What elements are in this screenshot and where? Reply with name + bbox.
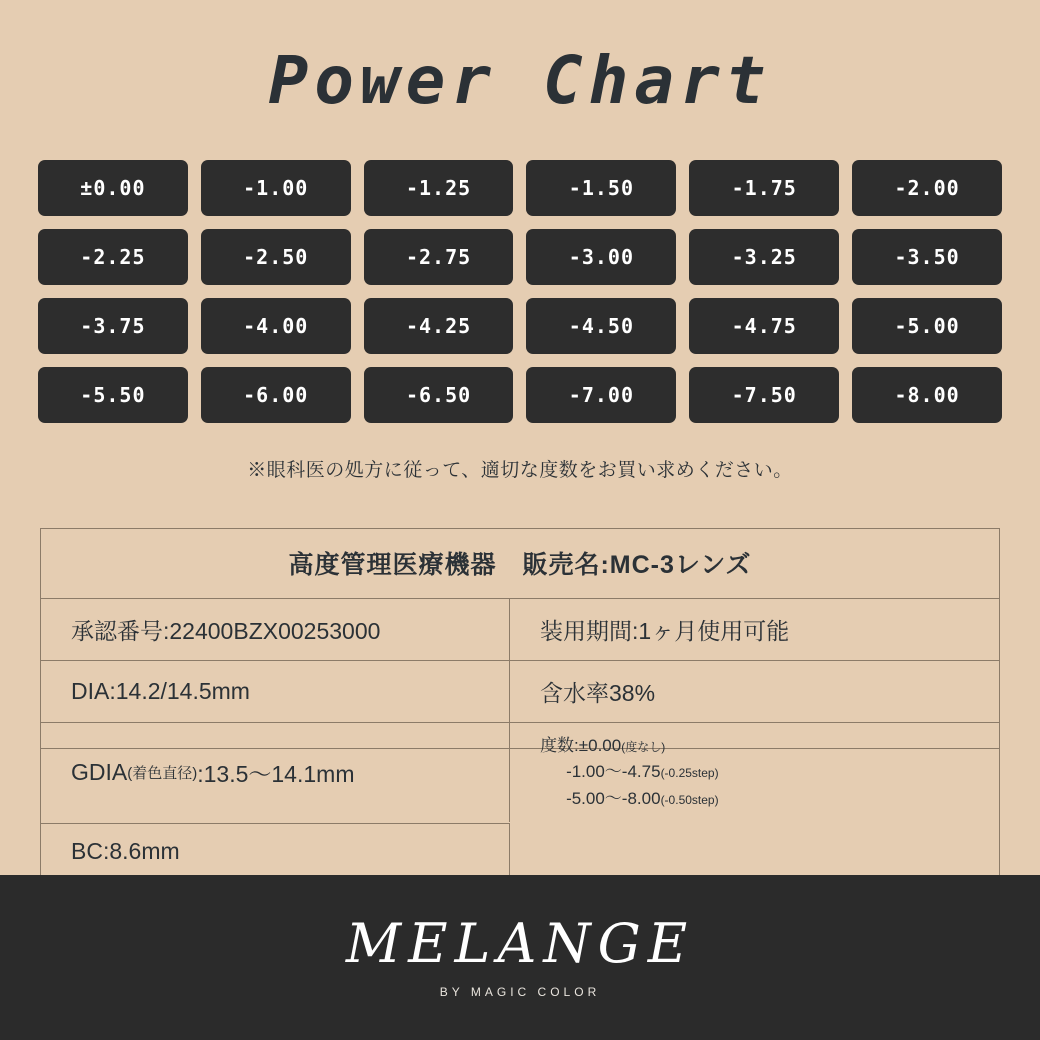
- power-chip: -8.00: [852, 367, 1002, 423]
- power-chip: -1.50: [526, 160, 676, 216]
- brand-footer: [0, 875, 1040, 1040]
- power-chip: -4.50: [526, 298, 676, 354]
- gdia-number: :13.5〜14.1mm: [197, 761, 355, 788]
- water-content: 含水率38%: [540, 680, 656, 706]
- dia-value: DIA:14.2/14.5mm: [41, 661, 510, 722]
- power-chip: -4.75: [689, 298, 839, 354]
- gdia-value: [41, 723, 510, 822]
- brand-tagline: BY MAGIC COLOR: [439, 984, 601, 999]
- power-chip: -1.25: [364, 160, 514, 216]
- power-label-note: (度なし): [621, 740, 666, 754]
- gdia-note: (着色直径): [127, 765, 198, 783]
- spec-spacer: [510, 749, 999, 879]
- spec-heading: 高度管理医療機器 販売名:MC-3レンズ: [288, 551, 752, 579]
- power-chip-grid: [38, 160, 1002, 423]
- power-chip: -1.00: [201, 160, 351, 216]
- spec-heading-row: [41, 529, 999, 598]
- power-chip: -4.00: [201, 298, 351, 354]
- power-chip: -2.00: [852, 160, 1002, 216]
- power-chip: -5.00: [852, 298, 1002, 354]
- page-title: Power Chart: [268, 42, 772, 119]
- bc-value: BC:8.6mm: [41, 823, 510, 879]
- power-line-3-note: (-0.50step): [660, 792, 719, 807]
- power-chip: -5.50: [38, 367, 188, 423]
- table-row: [41, 598, 999, 660]
- power-chip: -7.50: [689, 367, 839, 423]
- gdia-label: GDIA: [71, 759, 128, 786]
- power-chip: -6.50: [364, 367, 514, 423]
- power-chip: -6.00: [201, 367, 351, 423]
- power-chip: -1.75: [689, 160, 839, 216]
- power-chip: -2.75: [364, 229, 514, 285]
- power-chip: -4.25: [364, 298, 514, 354]
- power-chip: -3.25: [689, 229, 839, 285]
- power-chip: -3.75: [38, 298, 188, 354]
- power-chip: ±0.00: [38, 160, 188, 216]
- power-line-2-note: (-0.25step): [660, 766, 719, 781]
- power-chip: -2.50: [201, 229, 351, 285]
- prescription-note: ※眼科医の処方に従って、適切な度数をお買い求めください。: [247, 460, 793, 481]
- brand-name: MELANGE: [345, 911, 695, 975]
- power-chip: -3.50: [852, 229, 1002, 285]
- power-chip: -7.00: [526, 367, 676, 423]
- table-row: [41, 660, 999, 722]
- power-label: 度数:±0.00: [540, 736, 622, 755]
- power-line-2: -1.00〜-4.75: [566, 762, 661, 782]
- power-chip: -2.25: [38, 229, 188, 285]
- power-line-3: -5.00〜-8.00: [566, 788, 661, 808]
- wearing-period: 装用期間:1ヶ月使用可能: [540, 618, 790, 644]
- power-chip: -3.00: [526, 229, 676, 285]
- approval-number: 承認番号:22400BZX00253000: [41, 599, 510, 660]
- spec-table: [40, 528, 1000, 880]
